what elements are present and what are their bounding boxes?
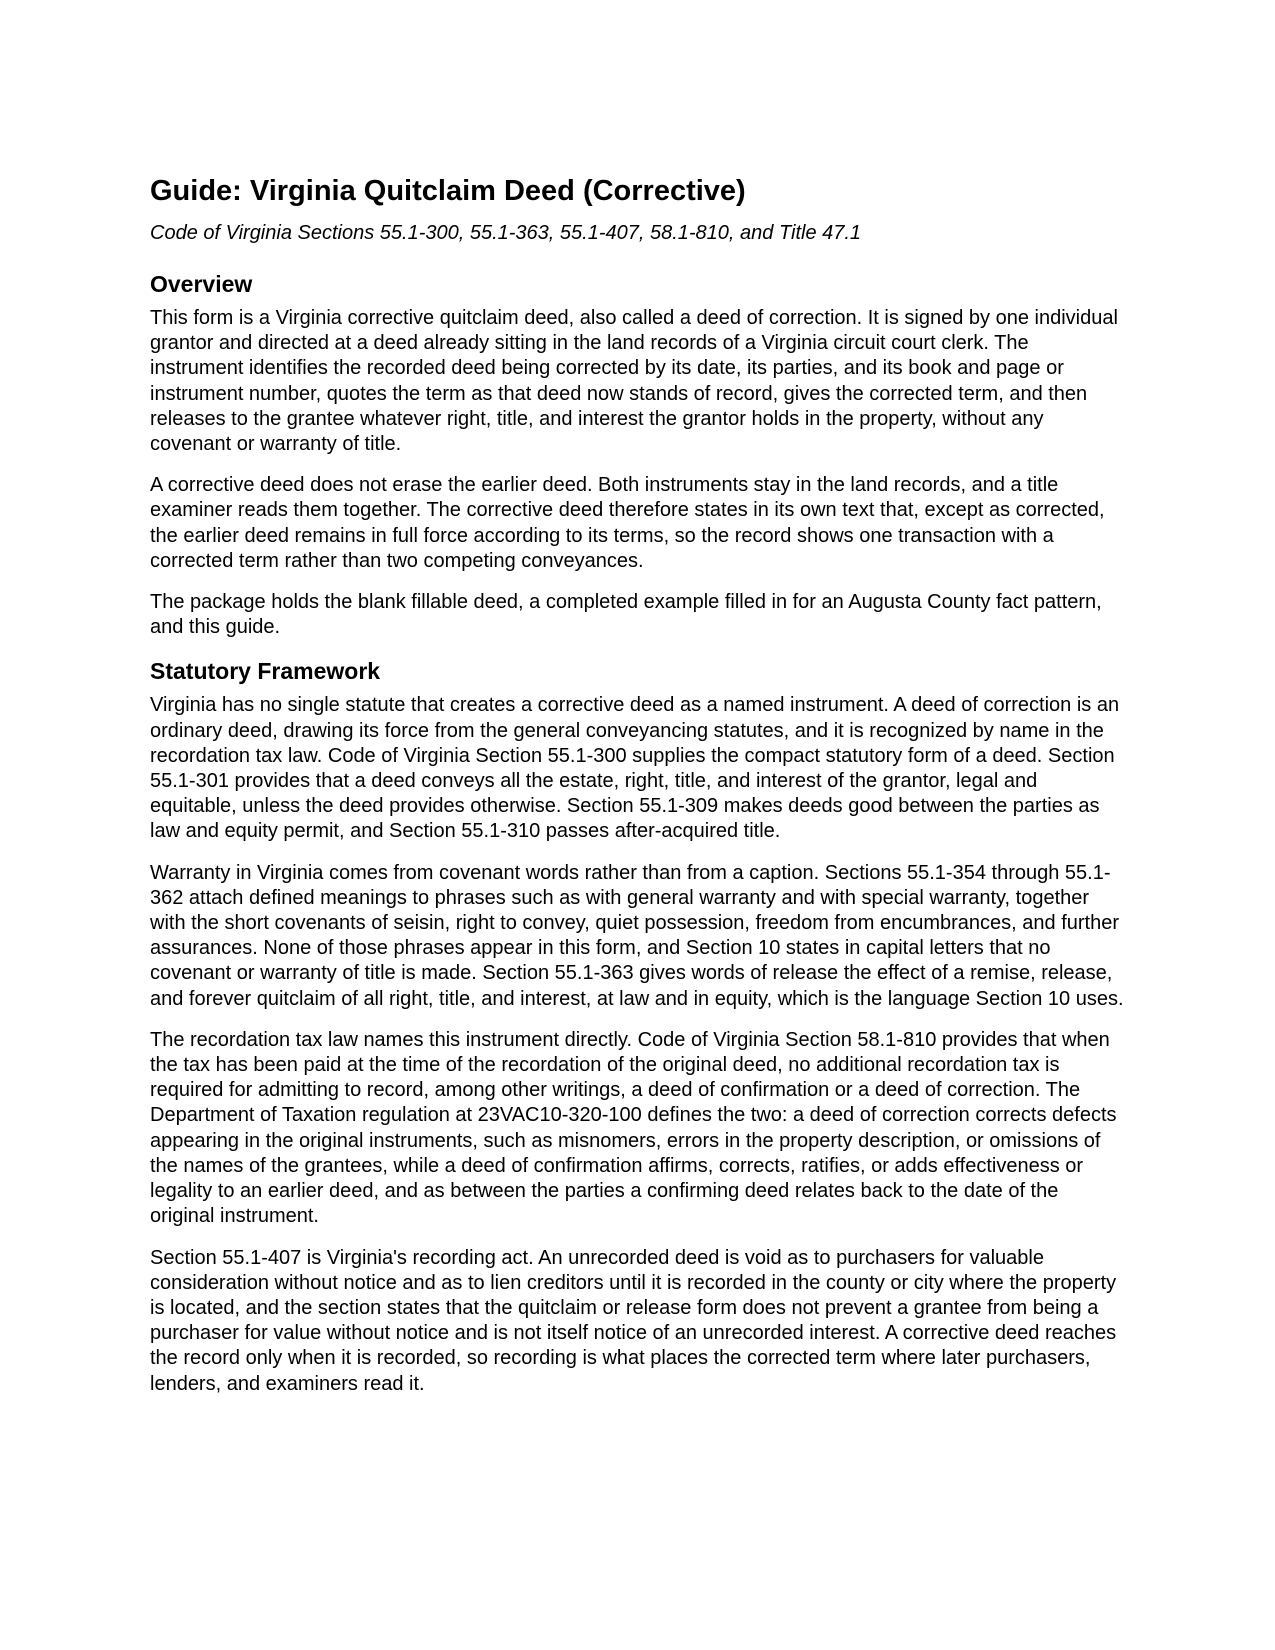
overview-paragraph: A corrective deed does not erase the earlier deed. Both instruments stay in the land records, and a title examiner reads them together. The corrective deed therefore states in its own text that, except as corrected, the earlier deed remains in full force according to its terms, so the record shows one transaction with a corrected term rather than two competing conveyances. [150, 474, 1105, 572]
overview-paragraph: The package holds the blank fillable deed, a completed example filled in for an Augusta County fact pattern, and this guide. [150, 591, 1102, 639]
statutory-framework-heading: Statutory Framework [150, 658, 381, 685]
framework-paragraph: Virginia has no single statute that creates a corrective deed as a named instrument. A deed of correction is an ordinary deed, drawing its force from the general conveyancing statutes, and it is recognized by name in the recordation tax law. Code of Virginia Section 55.1-300 supplies the compact statutory form of a deed. Section 55.1-301 provides that a deed conveys all the estate, right, title, and interest of the grantor, legal and equitable, unless the deed provides otherwise. Section 55.1-309 makes deeds good between the parties as law and equity permit, and Section 55.1-310 passes after-acquired title. [150, 694, 1120, 843]
overview-paragraph: This form is a Virginia corrective quitclaim deed, also called a deed of correction. It is signed by one individual grantor and directed at a deed already sitting in the land records of a Virginia circuit court clerk. The instrument identifies the recorded deed being corrected by its date, its parties, and its book and page or instrument number, quotes the term as that deed now stands of record, gives the corrected term, and then releases to the grantee whatever right, title, and interest the grantor holds in the property, without any covenant or warranty of title. [150, 307, 1118, 456]
framework-paragraph: The recordation tax law names this instrument directly. Code of Virginia Section 58.1-810 provides that when the tax has been paid at the time of the recordation of the original deed, no additional recordation tax is required for admitting to record, among other writings, a deed of confirmation or a deed of correction. The Department of Taxation regulation at 23VAC10-320-100 defines the two: a deed of correction corrects defects appearing in the original instruments, such as misnomers, errors in the property description, or omissions of the names of the grantees, while a deed of confirmation affirms, corrects, ratifies, or adds effectiveness or legality to an earlier deed, and as between the parties a confirming deed relates back to the date of the original instrument. [150, 1028, 1117, 1228]
document-title: Guide: Virginia Quitclaim Deed (Corrective) [150, 175, 746, 207]
framework-paragraph: Section 55.1-407 is Virginia's recording act. An unrecorded deed is void as to purchasers for valuable consideration without notice and as to lien creditors until it is recorded in the county or city where the property is located, and the section states that the quitclaim or release form does not prevent a grantee from being a purchaser for value without notice and is not itself notice of an unrecorded interest. A corrective deed reaches the record only when it is recorded, so recording is what places the corrected term where later purchasers, lenders, and examiners read it. [150, 1246, 1117, 1395]
document-subtitle: Code of Virginia Sections 55.1-300, 55.1-363, 55.1-407, 58.1-810, and Title 47.1 [150, 222, 862, 244]
document-page [150, 172, 1125, 1397]
framework-paragraph: Warranty in Virginia comes from covenant words rather than from a caption. Sections 55.1-354 through 55.1-362 attach defined meanings to phrases such as with general warranty and with special warranty, together with the short covenants of seisin, right to convey, quiet possession, freedom from encumbrances, and further assurances. None of those phrases appear in this form, and Section 10 states in capital letters that no covenant or warranty of title is made. Section 55.1-363 gives words of release the effect of a remise, release, and forever quitclaim of all right, title, and interest, at law and in equity, which is the language Section 10 uses. [150, 861, 1124, 1010]
overview-section [150, 269, 1125, 640]
statutory-framework-section [150, 656, 1125, 1396]
overview-heading: Overview [150, 271, 253, 297]
